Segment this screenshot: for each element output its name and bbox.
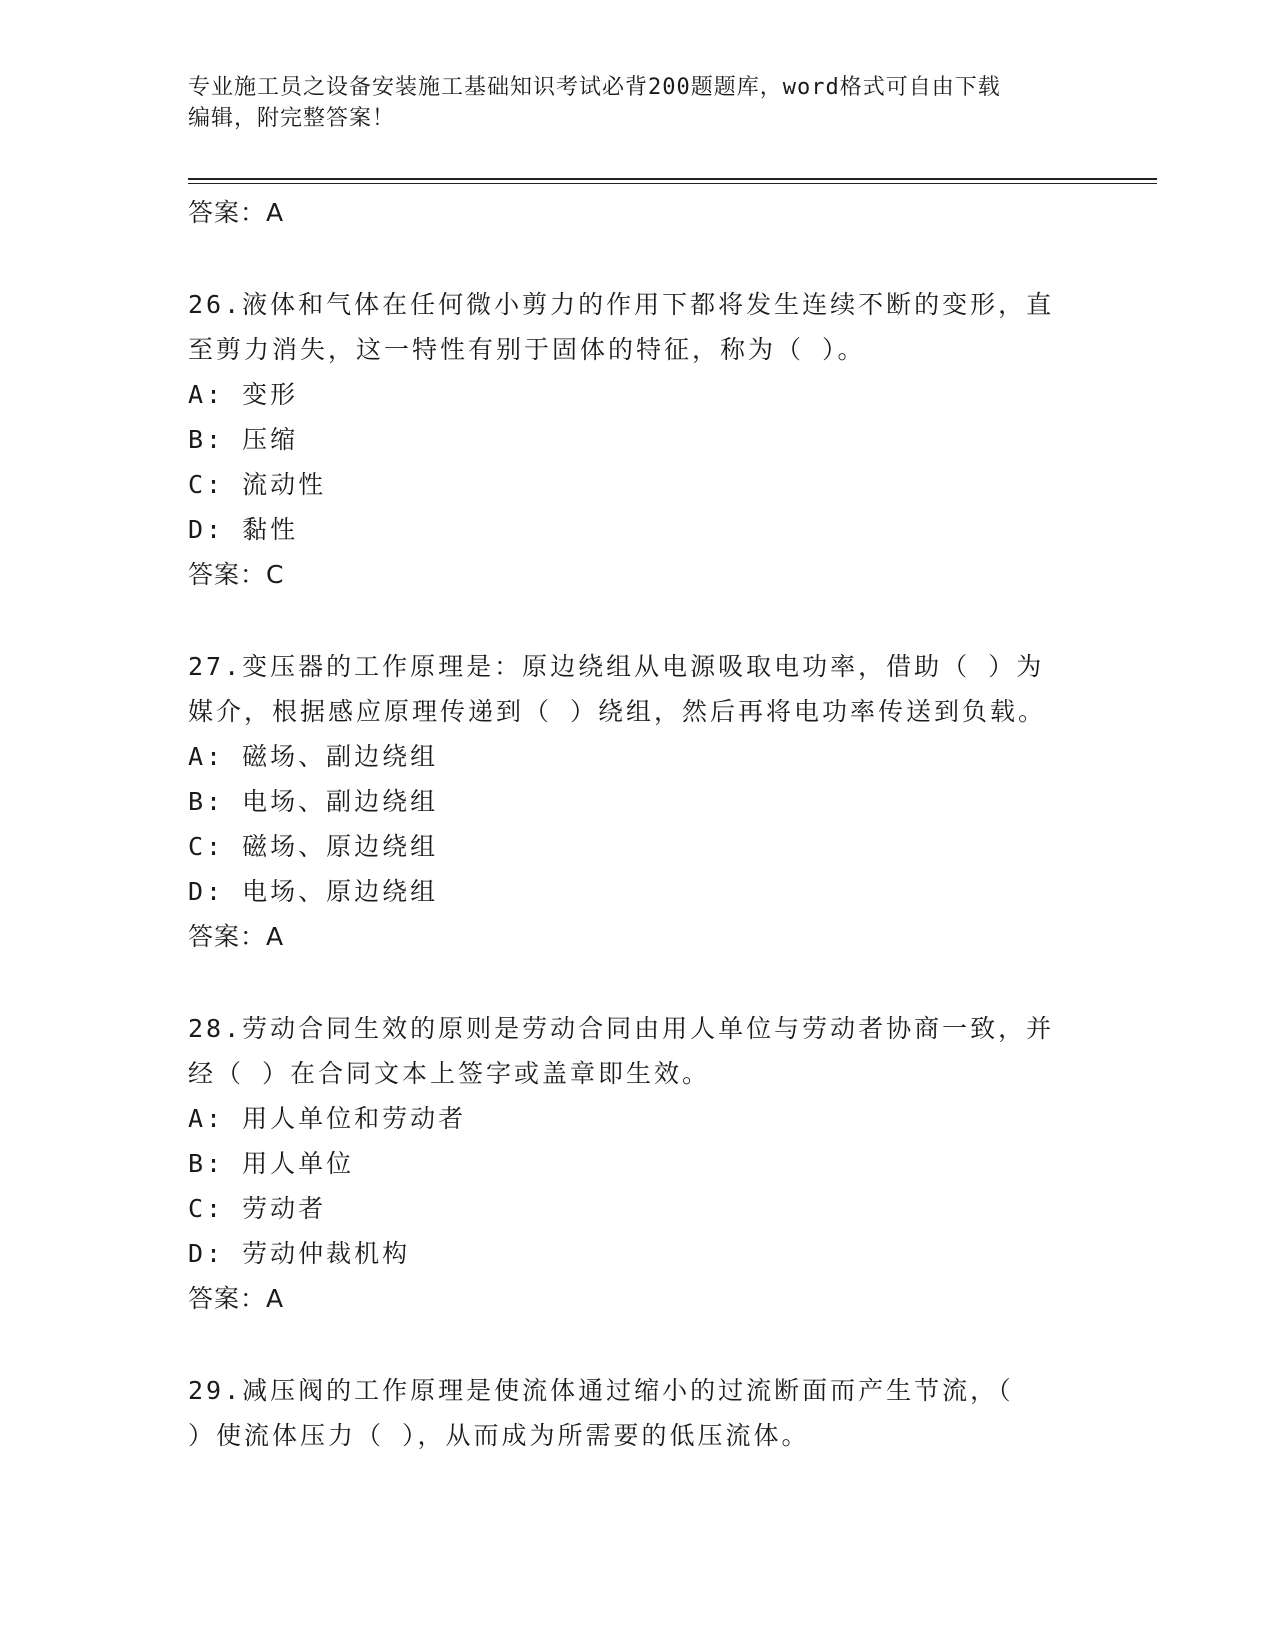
- question-stem: [188, 282, 1088, 372]
- question-stem-line: 28.劳动合同生效的原则是劳动合同由用人单位与劳动者协商一致，并: [188, 1014, 1055, 1043]
- question-stem: [188, 1368, 1088, 1458]
- answer-line: 答案：A: [188, 922, 285, 951]
- option-b: B: 电场、副边绕组: [188, 787, 439, 816]
- question-stem-line: ）使流体压力（ ），从而成为所需要的低压流体。: [188, 1421, 810, 1450]
- option-d: D: 劳动仲裁机构: [188, 1239, 411, 1268]
- option-a: A: 变形: [188, 380, 299, 409]
- answer-line: 答案：A: [188, 1284, 285, 1313]
- header-line-1: 专业施工员之设备安装施工基础知识考试必背200题题库，word格式可自由下载: [188, 75, 1001, 100]
- option-b: B: 用人单位: [188, 1149, 355, 1178]
- option-c: C: 劳动者: [188, 1194, 327, 1223]
- page-header: [188, 72, 1088, 134]
- option-a: A: 用人单位和劳动者: [188, 1104, 467, 1133]
- question-27: [188, 644, 1088, 960]
- answer-line: 答案：C: [188, 560, 285, 589]
- question-stem-line: 26.液体和气体在任何微小剪力的作用下都将发生连续不断的变形，直: [188, 290, 1055, 319]
- answer-line: 答案：A: [188, 198, 285, 227]
- header-rule-thick: [188, 178, 1157, 180]
- question-stem: [188, 1006, 1088, 1096]
- question-stem-line: 29.减压阀的工作原理是使流体通过缩小的过流断面而产生节流，（: [188, 1376, 1014, 1405]
- question-29: [188, 1368, 1088, 1458]
- question-stem-line: 媒介，根据感应原理传递到（ ）绕组，然后再将电功率传送到负载。: [188, 697, 1047, 726]
- question-stem-line: 经（ ）在合同文本上签字或盖章即生效。: [188, 1059, 711, 1088]
- option-c: C: 流动性: [188, 470, 327, 499]
- option-d: D: 黏性: [188, 515, 299, 544]
- question-list: [188, 188, 1088, 1458]
- question-stem: [188, 644, 1088, 734]
- question-stem-line: 27.变压器的工作原理是：原边绕组从电源吸取电功率，借助（ ）为: [188, 652, 1045, 681]
- header-line-2: 编辑，附完整答案！: [188, 106, 396, 131]
- option-b: B: 压缩: [188, 425, 299, 454]
- header-rule-thin: [188, 183, 1157, 184]
- question-28: [188, 1006, 1088, 1322]
- question-stem-line: 至剪力消失，这一特性有别于固体的特征，称为（ ）。: [188, 335, 866, 364]
- option-c: C: 磁场、原边绕组: [188, 832, 439, 861]
- question-26: [188, 282, 1088, 598]
- option-d: D: 电场、原边绕组: [188, 877, 439, 906]
- option-a: A: 磁场、副边绕组: [188, 742, 439, 771]
